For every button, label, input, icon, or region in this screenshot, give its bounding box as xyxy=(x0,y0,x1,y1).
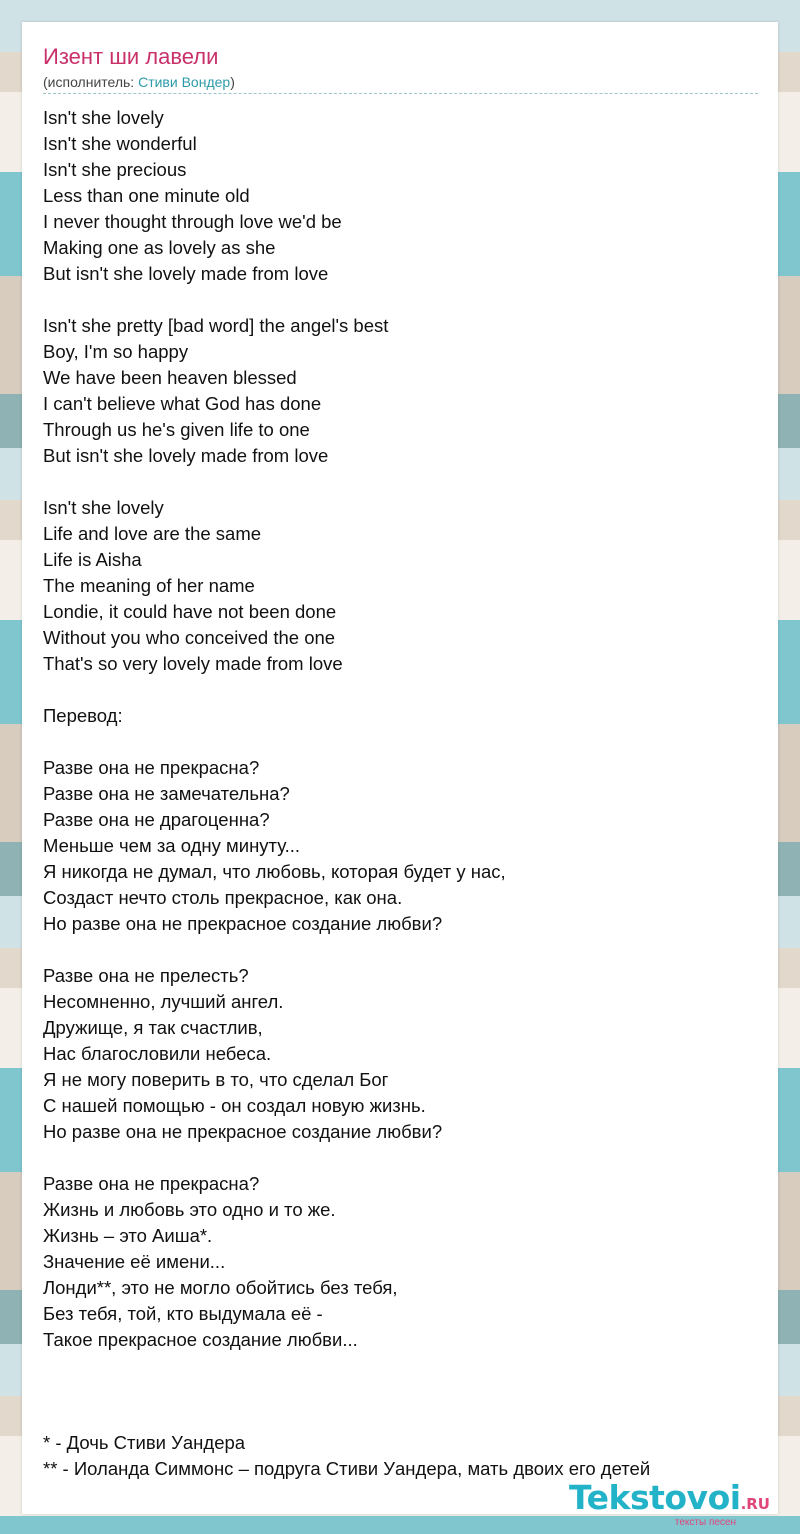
lyric-line: Разве она не прелесть? xyxy=(43,965,249,986)
stanza-gap xyxy=(43,287,758,313)
lyric-line: Isn't she lovely xyxy=(43,497,164,518)
lyric-line: Разве она не прекрасна? xyxy=(43,757,260,778)
logo-tld: .RU xyxy=(740,1495,770,1513)
lyric-line: We have been heaven blessed xyxy=(43,367,297,388)
site-logo[interactable] xyxy=(569,1478,770,1528)
logo-tagline: тексты песен xyxy=(674,1517,736,1528)
lyric-line: I can't believe what God has done xyxy=(43,393,322,414)
stanza-gap xyxy=(43,937,758,963)
artist-label: (исполнитель: xyxy=(43,74,139,90)
lyric-line: Но разве она не прекрасное создание любви? xyxy=(43,913,443,934)
lyrics-text xyxy=(43,105,758,1353)
footnotes xyxy=(43,1430,758,1482)
lyric-line: Несомненно, лучший ангел. xyxy=(43,991,284,1012)
lyric-line: Boy, I'm so happy xyxy=(43,341,189,362)
lyric-line: С нашей помощью - он создал новую жизнь. xyxy=(43,1095,426,1116)
lyric-line: Life and love are the same xyxy=(43,523,262,544)
lyric-line: Разве она не замечательна? xyxy=(43,783,290,804)
lyric-line: Life is Aisha xyxy=(43,549,142,570)
lyric-line: That's so very lovely made from love xyxy=(43,653,343,674)
stanza-gap xyxy=(43,729,758,755)
lyric-line: Дружище, я так счастлив, xyxy=(43,1017,263,1038)
lyric-line: The meaning of her name xyxy=(43,575,255,596)
lyric-line: Londie, it could have not been done xyxy=(43,601,337,622)
lyric-line: Isn't she wonderful xyxy=(43,133,197,154)
footnote: ** - Иоланда Симмонс – подруга Стиви Уандера, мать двоих его детей xyxy=(43,1458,651,1479)
artist-label-close: ) xyxy=(230,74,235,90)
lyric-line: Перевод: xyxy=(43,705,123,726)
logo-wordmark xyxy=(569,1478,770,1521)
lyric-line: Жизнь и любовь это одно и то же. xyxy=(43,1199,336,1220)
lyric-line: Но разве она не прекрасное создание любви? xyxy=(43,1121,443,1142)
lyric-line: Without you who conceived the one xyxy=(43,627,336,648)
lyric-line: Less than one minute old xyxy=(43,185,250,206)
lyric-line: Isn't she precious xyxy=(43,159,187,180)
lyric-line: But isn't she lovely made from love xyxy=(43,263,329,284)
lyric-line: Лонди**, это не могло обойтись без тебя, xyxy=(43,1277,398,1298)
lyric-line: Разве она не прекрасна? xyxy=(43,1173,260,1194)
artist-link[interactable]: Стиви Вондер xyxy=(138,74,231,90)
lyric-line: Isn't she pretty [bad word] the angel's best xyxy=(43,315,389,336)
song-title: Изент ши лавели xyxy=(43,44,219,69)
artist-line xyxy=(43,72,758,94)
lyric-line: Без тебя, той, кто выдумала её - xyxy=(43,1303,323,1324)
lyric-line: Я не могу поверить в то, что сделал Бог xyxy=(43,1069,389,1090)
lyric-line: Making one as lovely as she xyxy=(43,237,276,258)
stanza-gap xyxy=(43,469,758,495)
lyric-line: Я никогда не думал, что любовь, которая будет у нас, xyxy=(43,861,506,882)
lyric-line: Нас благословили небеса. xyxy=(43,1043,272,1064)
logo-name: Tekstovoi xyxy=(569,1478,741,1517)
lyric-line: Жизнь – это Аиша*. xyxy=(43,1225,213,1246)
lyric-line: Значение её имени... xyxy=(43,1251,226,1272)
lyric-line: But isn't she lovely made from love xyxy=(43,445,329,466)
lyric-line: Создаст нечто столь прекрасное, как она. xyxy=(43,887,403,908)
lyrics-card xyxy=(22,22,778,1514)
lyric-line: Through us he's given life to one xyxy=(43,419,310,440)
stanza-gap xyxy=(43,1145,758,1171)
lyric-line: I never thought through love we'd be xyxy=(43,211,342,232)
lyric-line: Isn't she lovely xyxy=(43,107,164,128)
stanza-gap xyxy=(43,677,758,703)
lyric-line: Разве она не драгоценна? xyxy=(43,809,270,830)
lyric-line: Меньше чем за одну минуту... xyxy=(43,835,301,856)
footnote: * - Дочь Стиви Уандера xyxy=(43,1432,246,1453)
lyric-line: Такое прекрасное создание любви... xyxy=(43,1329,358,1350)
